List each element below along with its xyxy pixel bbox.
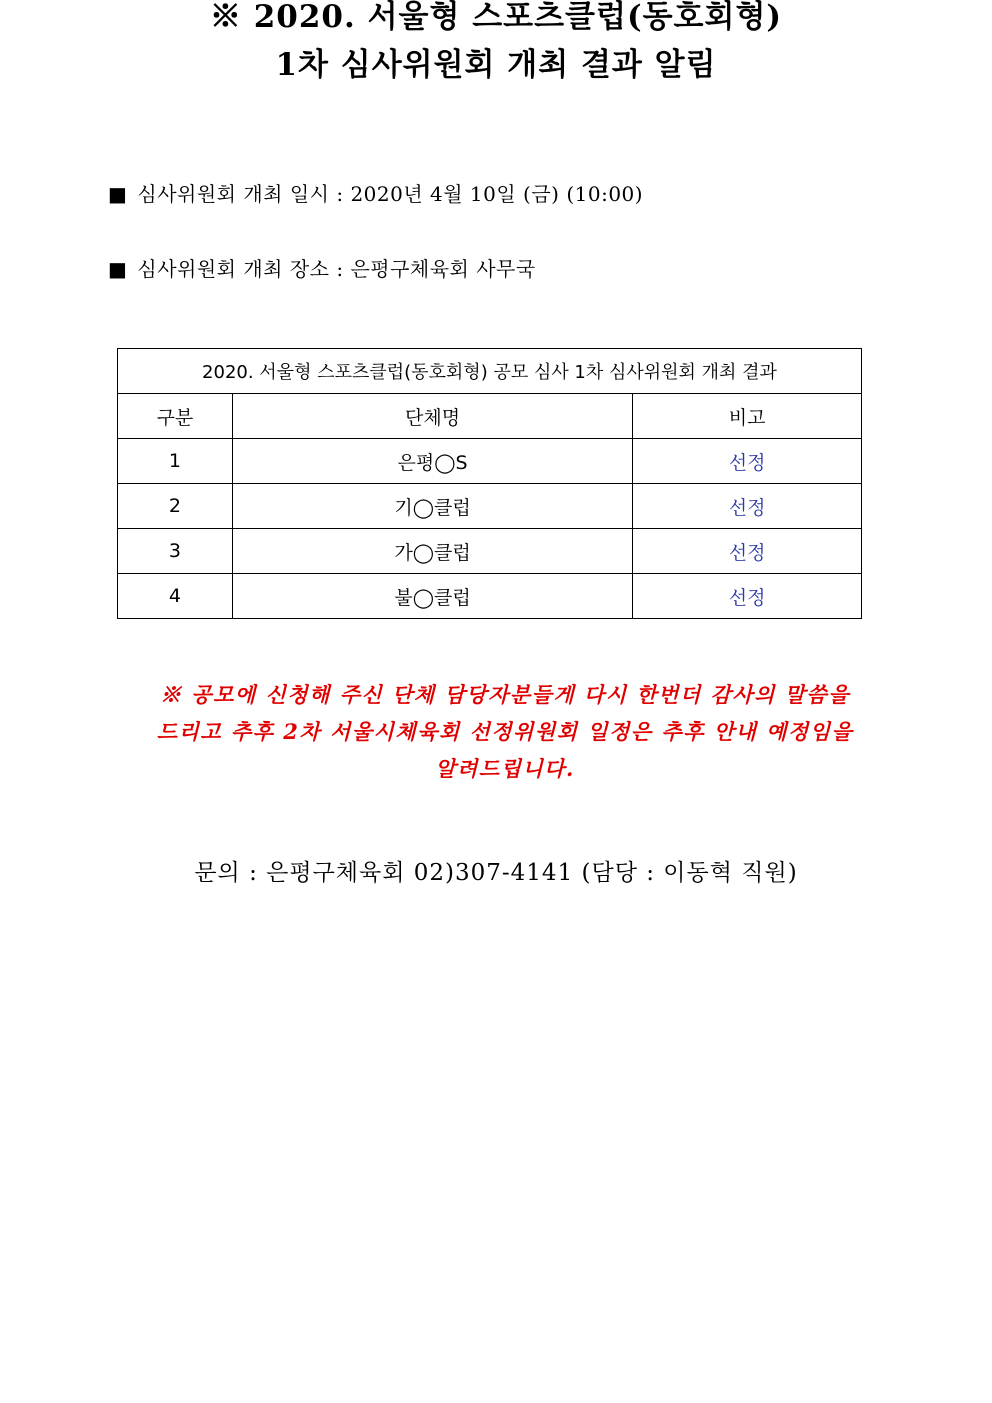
row-status: 선정: [633, 484, 862, 529]
row-status: 선정: [633, 439, 862, 484]
header-organization: 단체명: [232, 394, 632, 439]
header-note: 비고: [633, 394, 862, 439]
row-number: 2: [118, 484, 233, 529]
meeting-date-text: 심사위원회 개최 일시 : 2020년 4월 10일 (금) (10:00): [137, 182, 644, 206]
table-caption-row: [118, 349, 862, 394]
table-row: [118, 439, 862, 484]
document-title-line1: ※ 2020. 서울형 스포츠클럽(동호회형): [209, 0, 783, 35]
header-number: 구분: [118, 394, 233, 439]
square-bullet-icon: ■: [108, 182, 128, 206]
notice-line: ※ 공모에 신청해 주신 단체 담당자분들게 다시 한번더 감사의 말씀을: [159, 682, 851, 707]
meeting-place-info: [108, 259, 536, 279]
row-number: 1: [118, 439, 233, 484]
row-organization: 기◯클럽: [232, 484, 632, 529]
document-title-line2: 1차 심사위원회 개최 결과 알림: [275, 47, 717, 83]
table-row: [118, 574, 862, 619]
table-row: [118, 529, 862, 574]
row-status: 선정: [633, 529, 862, 574]
row-number: 4: [118, 574, 233, 619]
meeting-place-text: 심사위원회 개최 장소 : 은평구체육회 사무국: [137, 257, 536, 281]
contact-info: 문의 : 은평구체육회 02)307-4141 (담당 : 이동혁 직원): [194, 860, 798, 886]
row-organization: 가◯클럽: [232, 529, 632, 574]
row-number: 3: [118, 529, 233, 574]
notice-line: 알려드립니다.: [435, 756, 575, 781]
row-organization: 불◯클럽: [232, 574, 632, 619]
square-bullet-icon: ■: [108, 257, 128, 281]
row-status: 선정: [633, 574, 862, 619]
thank-you-notice: [90, 676, 920, 787]
table-header-row: [118, 394, 862, 439]
result-table: [117, 348, 862, 619]
row-organization: 은평◯S: [232, 439, 632, 484]
table-caption: 2020. 서울형 스포츠클럽(동호회형) 공모 심사 1차 심사위원회 개최 결과: [118, 349, 862, 394]
meeting-date-info: [108, 184, 643, 204]
table-row: [118, 484, 862, 529]
notice-line: 드리고 추후 2차 서울시체육회 선정위원회 일정은 추후 안내 예정임을: [156, 719, 854, 744]
